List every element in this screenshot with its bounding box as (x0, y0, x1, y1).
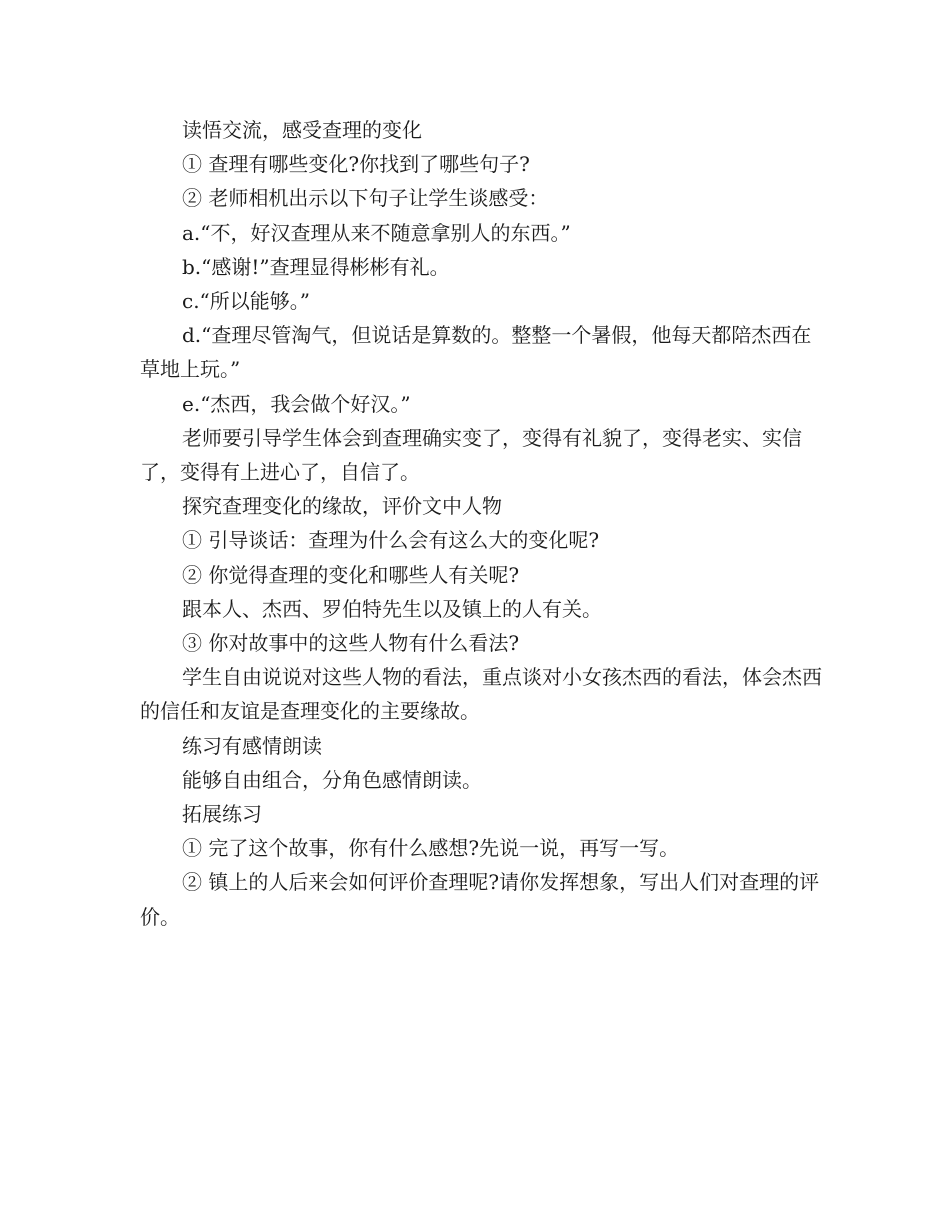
extension-task-2: ② 镇上的人后来会如何评价查理呢?请你发挥想象，写出人们对查理的评价。 (140, 870, 820, 929)
extension-task-1: ① 完了这个故事，你有什么感想?先说一说，再写一写。 (182, 836, 680, 861)
reading-practice-text: 能够自由组合，分角色感情朗读。 (182, 767, 482, 792)
quote-e: e.“杰西，我会做个好汉。” (182, 391, 411, 416)
guide-question-3: ③ 你对故事中的这些人物有什么看法? (182, 631, 520, 656)
heading-read-discuss: 读悟交流，感受查理的变化 (182, 118, 422, 142)
quote-b: b.“感谢!”查理显得彬彬有礼。 (182, 254, 450, 279)
answer-related-people: 跟本人、杰西、罗伯特先生以及镇上的人有关。 (182, 596, 602, 621)
quote-a: a.“不，好汉查理从来不随意拿别人的东西。” (182, 220, 571, 245)
question-2: ② 老师相机出示以下句子让学生谈感受： (182, 186, 549, 211)
quote-c: c.“所以能够。” (182, 289, 311, 314)
guide-question-2: ② 你觉得查理的变化和哪些人有关呢? (182, 562, 520, 587)
question-1: ① 查理有哪些变化?你找到了哪些句子? (182, 152, 530, 177)
heading-explore-reasons: 探究查理变化的缘故，评价文中人物 (182, 494, 502, 519)
guide-question-1: ① 引导谈话：查理为什么会有这么大的变化呢? (182, 528, 600, 553)
student-discussion: 学生自由说说对这些人物的看法，重点谈对小女孩杰西的看法，体会杰西的信任和友谊是查理变化的主要缘故。 (140, 665, 822, 724)
heading-reading-practice: 练习有感情朗读 (182, 733, 322, 758)
quote-d: d.“查理尽管淘气，但说话是算数的。整整一个暑假，他每天都陪杰西在草地上玩。” (140, 323, 812, 382)
teacher-guidance: 老师要引导学生体会到查理确实变了，变得有礼貌了，变得老实、实信了，变得有上进心了，自信了。 (140, 425, 802, 485)
document-body (140, 113, 830, 934)
heading-extension: 拓展练习 (182, 802, 262, 827)
